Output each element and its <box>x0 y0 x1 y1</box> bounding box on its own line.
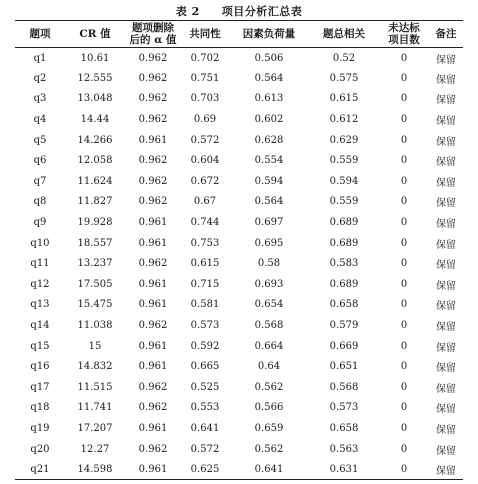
header-remark: 备注 <box>435 28 457 40</box>
cell-communality: 0.581 <box>190 299 220 311</box>
cell-communality: 0.703 <box>190 93 220 105</box>
cell-cr-value: 11.624 <box>77 175 113 187</box>
cell-factor-loading: 0.654 <box>254 299 284 311</box>
cell-item: q11 <box>30 258 50 270</box>
cell-cr-value: 11.741 <box>77 402 113 414</box>
header-cr-value: CR 值 <box>79 28 111 40</box>
cell-cr-value: 11.515 <box>77 381 113 393</box>
cell-alpha-if-deleted: 0.962 <box>138 402 168 414</box>
cell-communality: 0.641 <box>190 422 220 434</box>
cell-communality: 0.753 <box>190 237 220 249</box>
cell-remark: 保留 <box>436 404 456 416</box>
cell-alpha-if-deleted: 0.962 <box>138 196 168 208</box>
cell-unmet-count: 0 <box>400 175 408 187</box>
cell-item-total-correlation: 0.689 <box>329 278 359 290</box>
header-alpha-if-deleted: 题项删除 后的 α 值 <box>129 22 177 46</box>
cell-unmet-count: 0 <box>400 72 408 84</box>
cell-item-total-correlation: 0.575 <box>329 72 359 84</box>
table-row <box>15 295 463 316</box>
table-row <box>15 336 463 357</box>
cell-cr-value: 19.928 <box>77 217 113 229</box>
cell-item: q13 <box>30 299 50 311</box>
cell-item-total-correlation: 0.563 <box>329 443 359 455</box>
table-row <box>15 377 463 398</box>
cell-alpha-if-deleted: 0.962 <box>138 175 168 187</box>
cell-communality: 0.604 <box>190 155 220 167</box>
table-row <box>15 109 463 130</box>
cell-cr-value: 13.237 <box>77 258 113 270</box>
cell-communality: 0.525 <box>190 381 220 393</box>
cell-factor-loading: 0.697 <box>254 217 284 229</box>
cell-communality: 0.572 <box>190 443 220 455</box>
cell-alpha-if-deleted: 0.961 <box>138 340 168 352</box>
cell-item: q2 <box>33 72 47 84</box>
cell-communality: 0.67 <box>193 196 217 208</box>
cell-alpha-if-deleted: 0.961 <box>138 361 168 373</box>
cell-item: q18 <box>30 402 50 414</box>
table-caption <box>0 3 478 19</box>
cell-item: q16 <box>30 361 50 373</box>
cell-item-total-correlation: 0.52 <box>332 52 356 64</box>
cell-remark: 保留 <box>436 198 456 210</box>
cell-item-total-correlation: 0.658 <box>329 299 359 311</box>
cell-factor-loading: 0.659 <box>254 422 284 434</box>
cell-unmet-count: 0 <box>400 217 408 229</box>
cell-cr-value: 14.266 <box>77 134 113 146</box>
cell-cr-value: 10.61 <box>80 52 110 64</box>
item-analysis-table <box>15 20 463 480</box>
cell-unmet-count: 0 <box>400 258 408 270</box>
cell-cr-value: 15 <box>88 340 102 352</box>
cell-item: q20 <box>30 443 50 455</box>
table-row <box>15 89 463 110</box>
cell-item-total-correlation: 0.579 <box>329 320 359 332</box>
cell-remark: 保留 <box>436 301 456 313</box>
cell-remark: 保留 <box>436 383 456 395</box>
cell-item-total-correlation: 0.658 <box>329 422 359 434</box>
cell-alpha-if-deleted: 0.962 <box>138 155 168 167</box>
cell-item-total-correlation: 0.559 <box>329 196 359 208</box>
cell-remark: 保留 <box>436 280 456 292</box>
cell-item-total-correlation: 0.689 <box>329 217 359 229</box>
cell-remark: 保留 <box>436 54 456 66</box>
cell-cr-value: 11.827 <box>77 196 113 208</box>
cell-cr-value: 15.475 <box>77 299 113 311</box>
cell-item: q14 <box>30 320 50 332</box>
cell-communality: 0.744 <box>190 217 220 229</box>
cell-factor-loading: 0.602 <box>254 114 284 126</box>
cell-unmet-count: 0 <box>400 422 408 434</box>
cell-alpha-if-deleted: 0.961 <box>138 134 168 146</box>
cell-item: q19 <box>30 422 50 434</box>
cell-item-total-correlation: 0.559 <box>329 155 359 167</box>
cell-item-total-correlation: 0.573 <box>329 402 359 414</box>
cell-alpha-if-deleted: 0.961 <box>138 237 168 249</box>
cell-cr-value: 12.555 <box>77 72 113 84</box>
cell-communality: 0.715 <box>190 278 220 290</box>
cell-unmet-count: 0 <box>400 278 408 290</box>
cell-factor-loading: 0.594 <box>254 175 284 187</box>
cell-remark: 保留 <box>436 95 456 107</box>
cell-item: q5 <box>33 134 47 146</box>
table-row <box>15 68 463 89</box>
cell-factor-loading: 0.564 <box>254 72 284 84</box>
table-row <box>15 418 463 439</box>
table-body <box>15 48 463 480</box>
cell-cr-value: 12.058 <box>77 155 113 167</box>
cell-alpha-if-deleted: 0.961 <box>138 217 168 229</box>
cell-remark: 保留 <box>436 219 456 231</box>
table-row <box>15 356 463 377</box>
table-number: 表 2 <box>175 5 200 18</box>
cell-factor-loading: 0.641 <box>254 463 284 475</box>
cell-cr-value: 17.505 <box>77 278 113 290</box>
cell-remark: 保留 <box>436 445 456 457</box>
header-item: 题项 <box>29 28 51 40</box>
cell-factor-loading: 0.554 <box>254 155 284 167</box>
cell-alpha-if-deleted: 0.962 <box>138 52 168 64</box>
cell-item: q17 <box>30 381 50 393</box>
cell-item-total-correlation: 0.669 <box>329 340 359 352</box>
cell-factor-loading: 0.695 <box>254 237 284 249</box>
cell-alpha-if-deleted: 0.962 <box>138 93 168 105</box>
cell-factor-loading: 0.566 <box>254 402 284 414</box>
header-unmet-count: 未达标 项目数 <box>388 22 420 46</box>
cell-factor-loading: 0.628 <box>254 134 284 146</box>
cell-alpha-if-deleted: 0.962 <box>138 258 168 270</box>
cell-factor-loading: 0.564 <box>254 196 284 208</box>
cell-communality: 0.751 <box>190 72 220 84</box>
cell-item-total-correlation: 0.615 <box>329 93 359 105</box>
cell-cr-value: 14.44 <box>80 114 110 126</box>
cell-remark: 保留 <box>436 157 456 169</box>
cell-item: q7 <box>33 175 47 187</box>
table-row <box>15 171 463 192</box>
cell-communality: 0.665 <box>190 361 220 373</box>
table-row <box>15 253 463 274</box>
cell-remark: 保留 <box>436 177 456 189</box>
table-row <box>15 150 463 171</box>
cell-item: q3 <box>33 93 47 105</box>
cell-cr-value: 12.27 <box>80 443 110 455</box>
cell-remark: 保留 <box>436 342 456 354</box>
cell-alpha-if-deleted: 0.962 <box>138 72 168 84</box>
cell-remark: 保留 <box>436 74 456 86</box>
cell-communality: 0.553 <box>190 402 220 414</box>
cell-factor-loading: 0.562 <box>254 381 284 393</box>
table-row <box>15 459 463 480</box>
cell-alpha-if-deleted: 0.962 <box>138 320 168 332</box>
cell-cr-value: 13.048 <box>77 93 113 105</box>
cell-item: q4 <box>33 114 47 126</box>
cell-unmet-count: 0 <box>400 320 408 332</box>
cell-factor-loading: 0.568 <box>254 320 284 332</box>
table-row <box>15 192 463 213</box>
cell-communality: 0.572 <box>190 134 220 146</box>
cell-cr-value: 17.207 <box>77 422 113 434</box>
cell-item-total-correlation: 0.631 <box>329 463 359 475</box>
cell-item: q21 <box>30 463 50 475</box>
cell-communality: 0.702 <box>190 52 220 64</box>
cell-unmet-count: 0 <box>400 443 408 455</box>
table-row <box>15 274 463 295</box>
cell-item: q8 <box>33 196 47 208</box>
header-row <box>15 21 463 48</box>
cell-item: q6 <box>33 155 47 167</box>
table-row <box>15 233 463 254</box>
cell-alpha-if-deleted: 0.961 <box>138 299 168 311</box>
header-item-total-correlation: 题总相关 <box>323 28 365 40</box>
cell-communality: 0.672 <box>190 175 220 187</box>
cell-alpha-if-deleted: 0.961 <box>138 463 168 475</box>
cell-factor-loading: 0.562 <box>254 443 284 455</box>
cell-item-total-correlation: 0.583 <box>329 258 359 270</box>
cell-communality: 0.592 <box>190 340 220 352</box>
cell-item-total-correlation: 0.629 <box>329 134 359 146</box>
cell-cr-value: 18.557 <box>77 237 113 249</box>
cell-unmet-count: 0 <box>400 134 408 146</box>
cell-cr-value: 14.598 <box>77 463 113 475</box>
cell-unmet-count: 0 <box>400 196 408 208</box>
cell-remark: 保留 <box>436 363 456 375</box>
cell-remark: 保留 <box>436 322 456 334</box>
cell-remark: 保留 <box>436 424 456 436</box>
table-row <box>15 398 463 419</box>
cell-alpha-if-deleted: 0.961 <box>138 278 168 290</box>
cell-communality: 0.615 <box>190 258 220 270</box>
cell-item-total-correlation: 0.689 <box>329 237 359 249</box>
cell-alpha-if-deleted: 0.961 <box>138 422 168 434</box>
cell-remark: 保留 <box>436 260 456 272</box>
cell-unmet-count: 0 <box>400 237 408 249</box>
cell-unmet-count: 0 <box>400 381 408 393</box>
table-title: 项目分析汇总表 <box>221 5 303 18</box>
cell-factor-loading: 0.664 <box>254 340 284 352</box>
cell-unmet-count: 0 <box>400 155 408 167</box>
cell-unmet-count: 0 <box>400 340 408 352</box>
cell-alpha-if-deleted: 0.962 <box>138 443 168 455</box>
table-row <box>15 439 463 460</box>
cell-remark: 保留 <box>436 465 456 477</box>
cell-cr-value: 11.038 <box>77 320 113 332</box>
cell-communality: 0.573 <box>190 320 220 332</box>
cell-unmet-count: 0 <box>400 93 408 105</box>
table-row <box>15 130 463 151</box>
cell-factor-loading: 0.693 <box>254 278 284 290</box>
cell-alpha-if-deleted: 0.962 <box>138 114 168 126</box>
cell-communality: 0.625 <box>190 463 220 475</box>
cell-unmet-count: 0 <box>400 52 408 64</box>
cell-unmet-count: 0 <box>400 402 408 414</box>
table-header <box>15 21 463 48</box>
cell-alpha-if-deleted: 0.962 <box>138 381 168 393</box>
cell-unmet-count: 0 <box>400 114 408 126</box>
cell-factor-loading: 0.64 <box>257 361 281 373</box>
cell-item: q9 <box>33 217 47 229</box>
table-row <box>15 212 463 233</box>
cell-factor-loading: 0.58 <box>257 258 281 270</box>
cell-item-total-correlation: 0.568 <box>329 381 359 393</box>
cell-communality: 0.69 <box>193 114 217 126</box>
cell-factor-loading: 0.613 <box>254 93 284 105</box>
cell-unmet-count: 0 <box>400 299 408 311</box>
cell-item: q15 <box>30 340 50 352</box>
cell-remark: 保留 <box>436 116 456 128</box>
cell-factor-loading: 0.506 <box>254 52 284 64</box>
cell-item: q1 <box>33 52 47 64</box>
cell-remark: 保留 <box>436 239 456 251</box>
cell-item: q10 <box>30 237 50 249</box>
cell-unmet-count: 0 <box>400 361 408 373</box>
cell-item: q12 <box>30 278 50 290</box>
cell-remark: 保留 <box>436 136 456 148</box>
cell-unmet-count: 0 <box>400 463 408 475</box>
cell-item-total-correlation: 0.651 <box>329 361 359 373</box>
cell-item-total-correlation: 0.612 <box>329 114 359 126</box>
header-communality: 共同性 <box>189 28 221 40</box>
header-factor-loading: 因素负荷量 <box>242 28 296 40</box>
table-row <box>15 48 463 69</box>
cell-item-total-correlation: 0.594 <box>329 175 359 187</box>
table-row <box>15 315 463 336</box>
cell-cr-value: 14.832 <box>77 361 113 373</box>
